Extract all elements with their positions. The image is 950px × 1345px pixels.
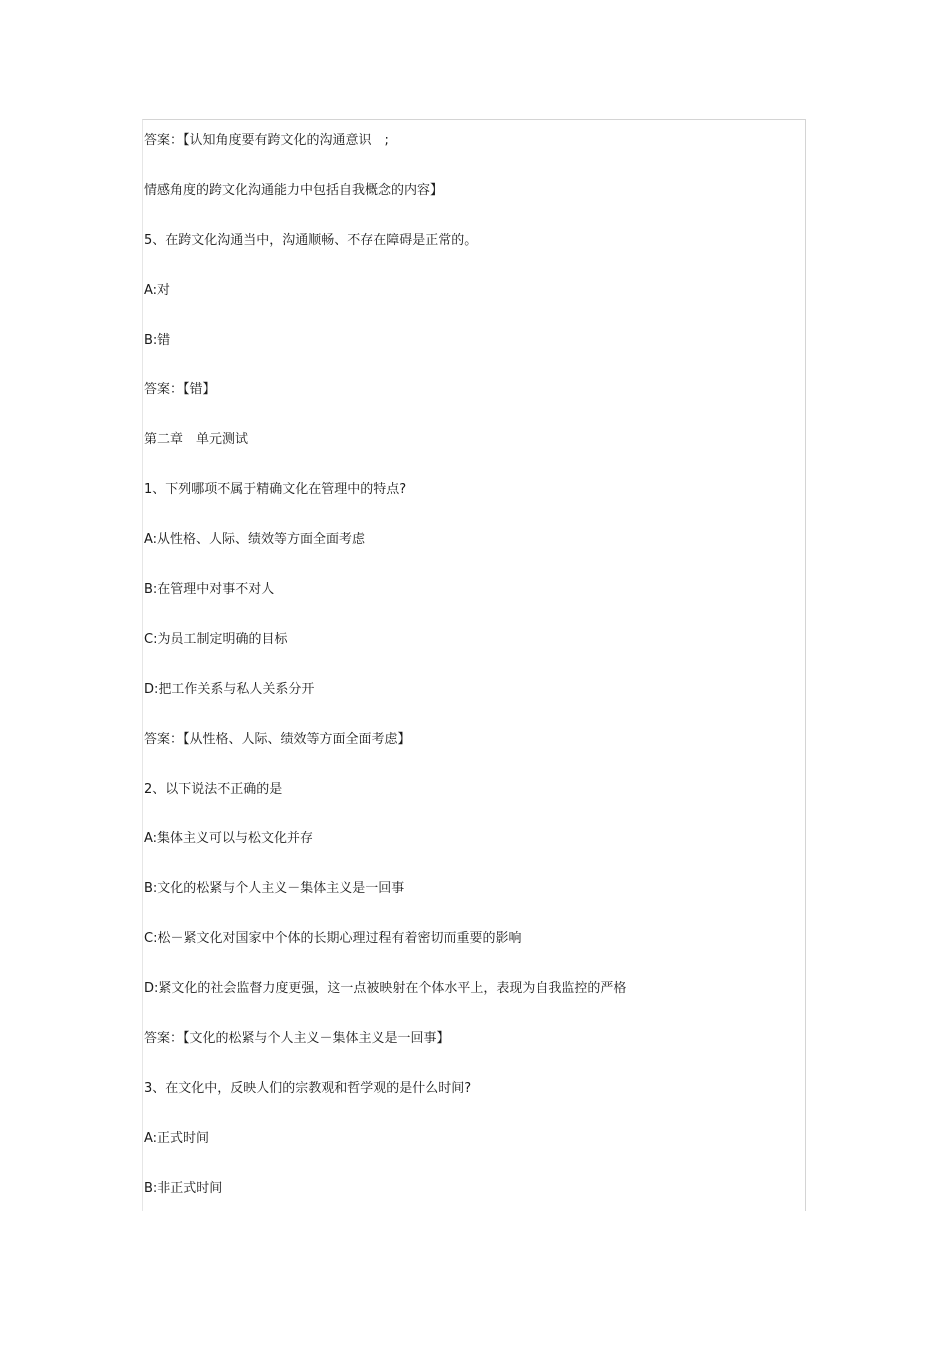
option-line: B:在管理中对事不对人	[144, 582, 275, 598]
option-line: D:紧文化的社会监督力度更强，这一点被映射在个体水平上，表现为自我监控的严格	[144, 981, 627, 997]
answer-line: 答案：【文化的松紧与个人主义－集体主义是一回事】	[144, 1031, 450, 1047]
option-line: A:从性格、人际、绩效等方面全面考虑	[144, 532, 366, 548]
option-line: B:错	[144, 332, 171, 348]
answer-continuation-line: 情感角度的跨文化沟通能力中包括自我概念的内容】	[144, 182, 444, 198]
answer-line: 答案：【从性格、人际、绩效等方面全面考虑】	[144, 731, 411, 747]
option-line: A:正式时间	[144, 1130, 210, 1146]
option-line: B:非正式时间	[144, 1180, 223, 1196]
answer-line: 答案：【认知角度要有跨文化的沟通意识 ;	[144, 133, 389, 148]
option-line: C:松－紧文化对国家中个体的长期心理过程有着密切而重要的影响	[144, 931, 522, 947]
option-line: A:集体主义可以与松文化并存	[144, 831, 314, 847]
option-line: A:对	[144, 282, 171, 298]
question-line: 5、在跨文化沟通当中，沟通顺畅、不存在障碍是正常的。	[144, 232, 478, 248]
question-line: 1、下列哪项不属于精确文化在管理中的特点?	[144, 482, 407, 498]
document-body	[144, 130, 794, 1228]
chapter-heading: 第二章 单元测试	[144, 432, 249, 448]
question-line: 3、在文化中，反映人们的宗教观和哲学观的是什么时间?	[144, 1080, 472, 1096]
option-line: C:为员工制定明确的目标	[144, 631, 288, 647]
question-line: 2、以下说法不正确的是	[144, 781, 283, 797]
option-line: B:文化的松紧与个人主义－集体主义是一回事	[144, 881, 405, 897]
option-line: D:把工作关系与私人关系分开	[144, 681, 315, 697]
answer-line: 答案：【错】	[144, 382, 216, 398]
